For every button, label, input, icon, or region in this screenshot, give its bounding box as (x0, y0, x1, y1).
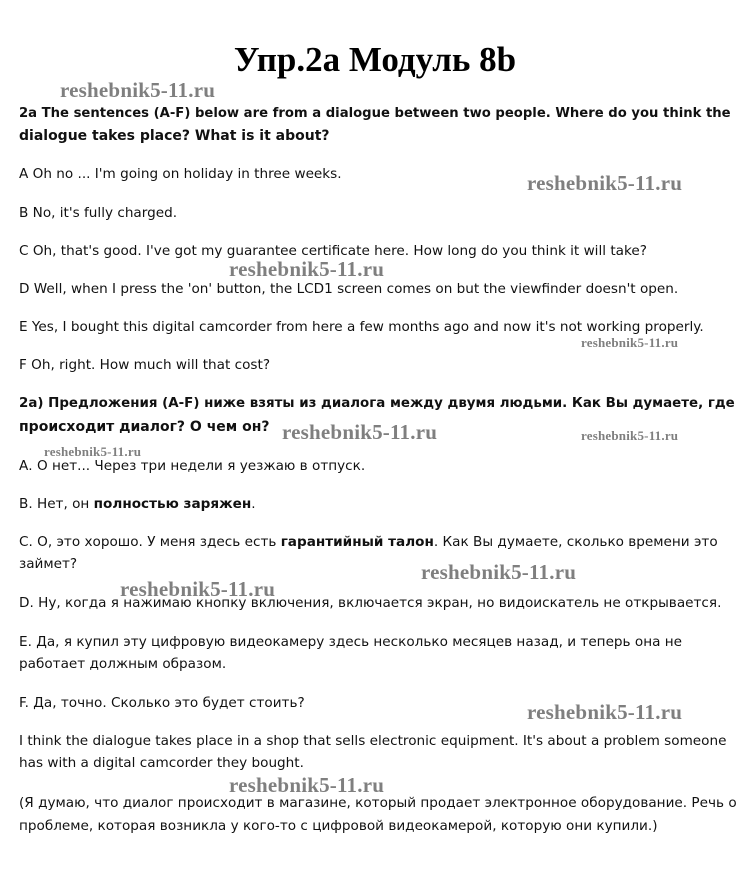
watermark: reshebnik5-11.ru (44, 444, 142, 459)
sentence-c-ru-cont: займет? (19, 556, 78, 572)
sentence-b-en: B No, it's fully charged. (19, 205, 178, 221)
task-heading-en: dialogue takes place? What is it about? (19, 128, 330, 144)
sentence-f-en: F Oh, right. How much will that cost? (19, 357, 271, 373)
sentence-d-en: D Well, when I press the 'on' button, the LCD1 screen comes on but the viewfinder doesn't open. (19, 281, 679, 297)
watermark: reshebnik5-11.ru (421, 560, 577, 584)
sentence-e-en: E Yes, I bought this digital camcorder from here a few months ago and now it's not working properly. (19, 319, 704, 335)
watermark: reshebnik5-11.ru (60, 78, 216, 102)
watermark: reshebnik5-11.ru (282, 420, 438, 444)
sentence-c-en: C Oh, that's good. I've got my guarantee certificate here. How long do you think it will take? (19, 243, 647, 259)
text-segment: . (251, 496, 256, 512)
answer-ru-cont: проблеме, которая возникла у кого-то с цифровой видеокамерой, которую они купили.) (19, 818, 658, 834)
bold-term: гарантийный талон (280, 534, 434, 550)
sentence-d-ru: D. Ну, когда я нажимаю кнопку включения, включается экран, но видоискатель не открывается. (19, 595, 722, 611)
sentence-f-ru: F. Да, точно. Сколько это будет стоить? (19, 695, 305, 711)
text-segment: . Как Вы думаете, сколько времени это (433, 534, 718, 550)
watermark: reshebnik5-11.ru (581, 428, 679, 443)
answer-en-cont: has with a digital camcorder they bought. (19, 755, 304, 771)
watermark: reshebnik5-11.ru (229, 257, 385, 281)
answer-ru: (Я думаю, что диалог происходит в магазине, который продает электронное оборудование. Речь о (19, 795, 737, 811)
task-heading-ru: происходит диалог? О чем он? (19, 419, 270, 435)
watermark: reshebnik5-11.ru (229, 773, 385, 797)
watermark: reshebnik5-11.ru (527, 700, 683, 724)
sentence-a-ru: А. О нет... Через три недели я уезжаю в отпуск. (19, 458, 366, 474)
sentence-e-ru: Е. Да, я купил эту цифровую видеокамеру здесь несколько месяцев назад, и теперь она не (19, 634, 683, 650)
text-segment: В. Нет, он (19, 496, 94, 512)
sentence-b-ru (19, 493, 739, 515)
bold-term: полностью заряжен (93, 496, 252, 512)
page-title: Упр.2а Модуль 8b (233, 40, 517, 79)
task-heading-en: 2a The sentences (A-F) below are from a dialogue between two people. Where do you think the (19, 106, 731, 121)
sentence-e-ru-cont: работает должным образом. (19, 656, 227, 672)
task-heading-ru: 2а) Предложения (A-F) ниже взяты из диалога между двумя людьми. Как Вы думаете, где (19, 396, 735, 411)
watermark: reshebnik5-11.ru (581, 335, 679, 350)
answer-en: I think the dialogue takes place in a shop that sells electronic equipment. It's about a problem someone (19, 733, 727, 749)
sentence-a-en: A Oh no ... I'm going on holiday in three weeks. (19, 166, 342, 182)
watermark: reshebnik5-11.ru (120, 577, 276, 601)
sentence-c-ru (19, 531, 739, 553)
text-segment: С. О, это хорошо. У меня здесь есть (19, 534, 281, 550)
watermark: reshebnik5-11.ru (527, 171, 683, 195)
